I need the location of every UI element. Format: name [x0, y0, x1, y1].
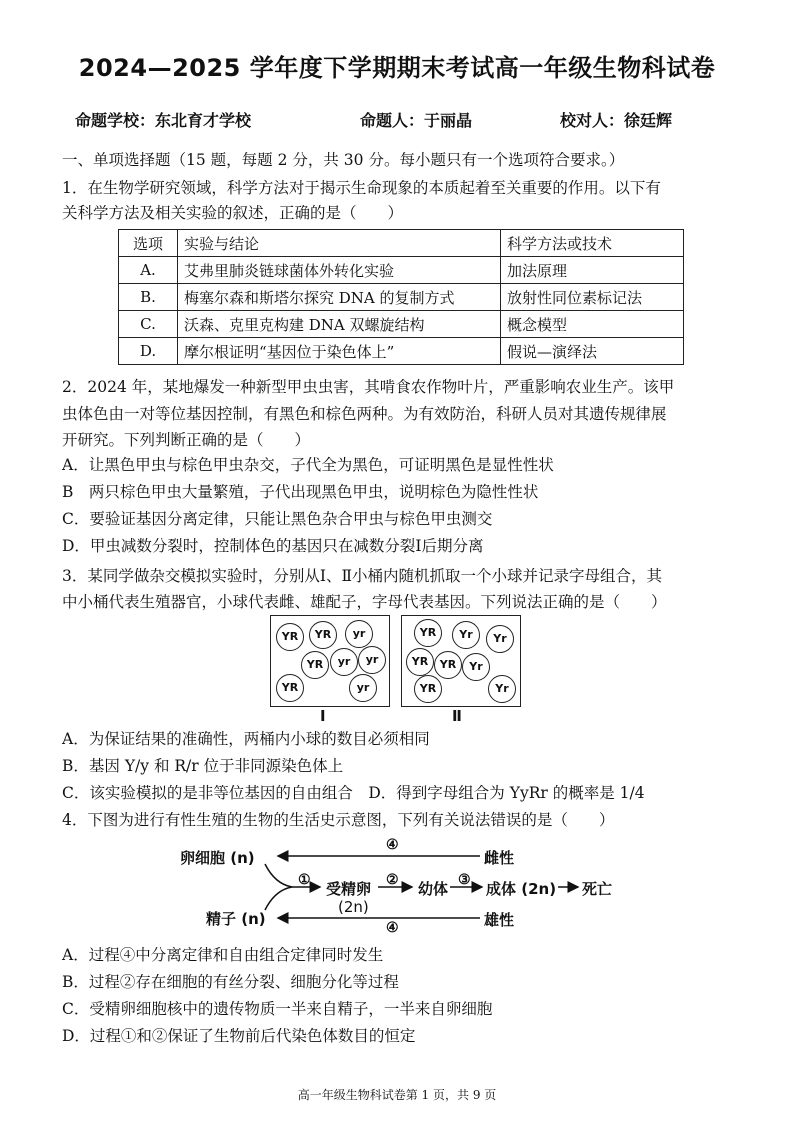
- adult-label: 成体 (2n): [486, 880, 557, 898]
- q1-stem-line: 关科学方法及相关实验的叙述，正确的是（ ）: [62, 204, 404, 222]
- q4-option-d: D．过程①和②保证了生物前后代染色体数目的恒定: [62, 1027, 416, 1045]
- q1-stem-line: 1．在生物学研究领域，科学方法对于揭示生命现象的本质起着至关重要的作用。以下有: [62, 179, 661, 197]
- q3-option-b: B．基因 Y/y 和 R/r 位于非同源染色体上: [62, 757, 344, 775]
- step3: ③: [458, 872, 471, 888]
- author-label: 命题人：于丽晶: [360, 111, 473, 130]
- bucket-2-label: Ⅱ: [452, 707, 462, 725]
- table-cell: 沃森、克里克构建 DNA 双螺旋结构: [178, 311, 501, 338]
- q3-option-a: A．为保证结果的准确性，两桶内小球的数目必须相同: [62, 730, 430, 748]
- bucket-1-label: Ⅰ: [320, 707, 326, 725]
- proofreader-label: 校对人：徐廷辉: [560, 111, 673, 130]
- q2-option-a: A．让黑色甲虫与棕色甲虫杂交，子代全为黑色，可证明黑色是显性性状: [62, 456, 554, 474]
- table-cell: 概念模型: [501, 311, 684, 338]
- zygote-ploidy: (2n): [338, 898, 369, 916]
- table-cell: D.: [119, 338, 178, 365]
- death-label: 死亡: [582, 880, 613, 898]
- table-cell: 假说—演绎法: [501, 338, 684, 365]
- ball: YR: [301, 651, 329, 679]
- ball: Yr: [486, 625, 514, 653]
- ball: Yr: [452, 621, 480, 649]
- step2: ②: [386, 872, 399, 888]
- ball: YR: [276, 674, 304, 702]
- table-header: 实验与结论: [178, 230, 501, 257]
- ball: yr: [330, 648, 358, 676]
- q4-stem: 4．下图为进行有性生殖的生物的生活史示意图，下列有关说法错误的是（ ）: [62, 811, 615, 829]
- table-cell: B.: [119, 284, 178, 311]
- q3-option-cd: C．该实验模拟的是非等位基因的自由组合 D．得到字母组合为 YyRr 的概率是 1/4: [62, 784, 645, 802]
- bucket-1: [270, 615, 390, 707]
- school-label: 命题学校：东北育才学校: [75, 111, 252, 130]
- ball: yr: [358, 646, 386, 674]
- ball: YR: [276, 623, 304, 651]
- q2-option-c: C．要验证基因分离定律，只能让黑色杂合甲虫与棕色甲虫测交: [62, 510, 493, 528]
- step4-top: ④: [386, 837, 399, 853]
- q2-stem-line: 虫体色由一对等位基因控制，有黑色和棕色两种。为有效防治，科研人员对其遗传规律展: [62, 405, 667, 423]
- exam-title: 2024—2025 学年度下学期期末考试高一年级生物科试卷: [78, 54, 716, 82]
- sperm-join-line: [265, 887, 292, 910]
- egg-join-line: [265, 864, 292, 887]
- ball: YR: [434, 651, 462, 679]
- q4-option-a: A．过程④中分离定律和自由组合定律同时发生: [62, 946, 384, 964]
- male-label: 雄性: [484, 911, 515, 929]
- q4-option-b: B．过程②存在细胞的有丝分裂、细胞分化等过程: [62, 973, 399, 991]
- page-footer: 高一年级生物科试卷第 1 页，共 9 页: [297, 1088, 497, 1102]
- table-row: [119, 257, 684, 284]
- q2-option-b: B 两只棕色甲虫大量繁殖，子代出现黑色甲虫，说明棕色为隐性性状: [62, 483, 539, 501]
- table-row: [119, 284, 684, 311]
- q1-table: [118, 229, 684, 365]
- table-cell: 放射性同位素标记法: [501, 284, 684, 311]
- egg-label: 卵细胞 (n): [180, 849, 255, 867]
- table-row: [119, 338, 684, 365]
- ball: Yr: [488, 675, 516, 703]
- q2-stem-line: 开研究。下列判断正确的是（ ）: [62, 431, 311, 449]
- table-cell: C.: [119, 311, 178, 338]
- ball: yr: [345, 620, 373, 648]
- larva-label: 幼体: [418, 880, 449, 898]
- ball: YR: [414, 675, 442, 703]
- table-cell: 摩尔根证明“基因位于染色体上”: [178, 338, 501, 365]
- zygote-label: 受精卵: [326, 880, 372, 898]
- ball: YR: [406, 648, 434, 676]
- table-cell: A.: [119, 257, 178, 284]
- table-cell: 梅塞尔森和斯塔尔探究 DNA 的复制方式: [178, 284, 501, 311]
- step1: ①: [298, 872, 311, 888]
- ball: yr: [349, 674, 377, 702]
- ball: YR: [414, 619, 442, 647]
- female-label: 雌性: [484, 849, 515, 867]
- q4-option-c: C．受精卵细胞核中的遗传物质一半来自精子，一半来自卵细胞: [62, 1000, 493, 1018]
- table-cell: 加法原理: [501, 257, 684, 284]
- q2-stem-line: 2．2024 年，某地爆发一种新型甲虫虫害，其啃食农作物叶片，严重影响农业生产。该甲: [62, 378, 675, 396]
- bucket-2: [401, 615, 521, 707]
- exam-meta: [75, 108, 755, 131]
- life-cycle-diagram: [180, 836, 640, 936]
- q2-option-d: D．甲虫减数分裂时，控制体色的基因只在减数分裂Ⅰ后期分离: [62, 537, 484, 555]
- table-cell: 艾弗里肺炎链球菌体外转化实验: [178, 257, 501, 284]
- table-header: 选项: [119, 230, 178, 257]
- table-header: 科学方法或技术: [501, 230, 684, 257]
- sperm-label: 精子 (n): [206, 910, 266, 928]
- ball: YR: [309, 621, 337, 649]
- q3-stem-line: 中小桶代表生殖器官，小球代表雌、雄配子，字母代表基因。下列说法正确的是（ ）: [62, 593, 667, 611]
- ball: Yr: [462, 653, 490, 681]
- table-header-row: [119, 230, 684, 257]
- q3-stem-line: 3．某同学做杂交模拟实验时，分别从Ⅰ、Ⅱ小桶内随机抓取一个小球并记录字母组合，其: [62, 567, 663, 585]
- table-row: [119, 311, 684, 338]
- section-heading: 一、单项选择题（15 题，每题 2 分，共 30 分。每小题只有一个选项符合要求。）: [62, 151, 625, 169]
- step4-bottom: ④: [386, 920, 399, 936]
